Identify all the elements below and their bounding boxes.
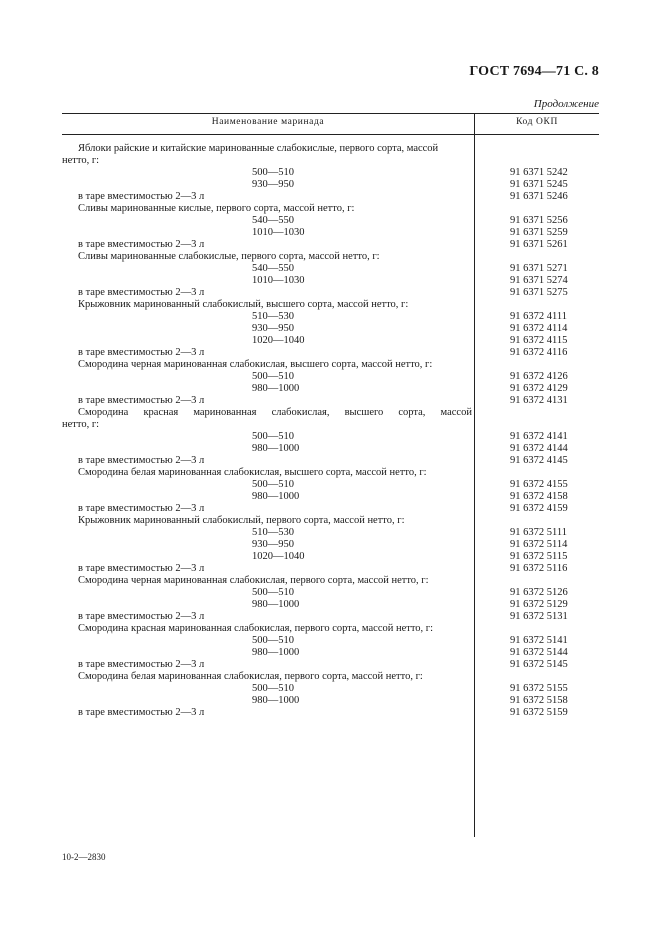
row-code: 91 6372 4131 xyxy=(510,395,568,406)
row-code: 91 6371 5242 xyxy=(510,167,568,178)
row-code: 91 6372 5111 xyxy=(510,527,567,538)
row-name: Смородина черная маринованная слабокислая, первого сорта, массой нетто, г: xyxy=(78,575,429,586)
row-name: 980—1000 xyxy=(252,647,300,658)
table-row xyxy=(62,695,599,707)
row-code: 91 6372 4116 xyxy=(510,347,568,358)
row-name: в таре вместимостью 2—3 л xyxy=(78,191,205,202)
row-code: 91 6372 4126 xyxy=(510,371,568,382)
table-row xyxy=(62,515,599,527)
row-name: в таре вместимостью 2—3 л xyxy=(78,287,205,298)
row-code: 91 6372 5116 xyxy=(510,563,568,574)
table-row xyxy=(62,227,599,239)
row-code: 91 6372 4145 xyxy=(510,455,568,466)
table-row xyxy=(62,707,599,719)
row-code: 91 6372 5129 xyxy=(510,599,568,610)
table-row xyxy=(62,323,599,335)
table-row xyxy=(62,455,599,467)
row-name: в таре вместимостью 2—3 л xyxy=(78,239,205,250)
row-name: в таре вместимостью 2—3 л xyxy=(78,563,205,574)
row-name-word: маринованная xyxy=(193,407,257,418)
table-row xyxy=(62,251,599,263)
table-header-rule xyxy=(62,134,599,135)
row-code: 91 6371 5274 xyxy=(510,275,568,286)
table-row xyxy=(62,215,599,227)
row-name: 980—1000 xyxy=(252,383,300,394)
table-row xyxy=(62,671,599,683)
table-row xyxy=(62,191,599,203)
row-name: 1020—1040 xyxy=(252,335,305,346)
row-name: 500—510 xyxy=(252,371,294,382)
row-name: Смородина белая маринованная слабокислая, высшего сорта, массой нетто, г: xyxy=(78,467,427,478)
row-name: 500—510 xyxy=(252,587,294,598)
table-row xyxy=(62,575,599,587)
table-row xyxy=(62,683,599,695)
table-top-rule xyxy=(62,113,599,114)
table-row xyxy=(62,443,599,455)
row-code: 91 6372 4158 xyxy=(510,491,568,502)
row-code: 91 6371 5275 xyxy=(510,287,568,298)
table-row xyxy=(62,419,599,431)
table-row xyxy=(62,263,599,275)
row-name: Сливы маринованные кислые, первого сорта, массой нетто, г: xyxy=(78,203,355,214)
row-name-word: высшего xyxy=(344,407,384,418)
row-name: в таре вместимостью 2—3 л xyxy=(78,611,205,622)
table-row xyxy=(62,179,599,191)
row-name: в таре вместимостью 2—3 л xyxy=(78,395,205,406)
table-row xyxy=(62,203,599,215)
table-row xyxy=(62,335,599,347)
row-name: в таре вместимостью 2—3 л xyxy=(78,707,205,718)
row-name: 980—1000 xyxy=(252,491,300,502)
row-name: 980—1000 xyxy=(252,599,300,610)
row-name: Смородина красная маринованная слабокислая, первого сорта, массой нетто, г: xyxy=(78,623,434,634)
row-name-word: сорта, xyxy=(398,407,426,418)
table-row xyxy=(62,611,599,623)
row-name: 930—950 xyxy=(252,179,294,190)
table-row xyxy=(62,359,599,371)
row-name: Смородина черная маринованная слабокислая, высшего сорта, массой нетто, г: xyxy=(78,359,433,370)
row-code: 91 6372 5155 xyxy=(510,683,568,694)
table-row xyxy=(62,371,599,383)
table-row xyxy=(62,143,599,155)
row-name: нетто, г: xyxy=(62,155,100,166)
row-code: 91 6372 4155 xyxy=(510,479,568,490)
table-row xyxy=(62,623,599,635)
row-name: Яблоки райские и китайские маринованные слабокислые, первого сорта, массой xyxy=(78,143,439,154)
row-code: 91 6372 5141 xyxy=(510,635,568,646)
row-code: 91 6372 5114 xyxy=(510,539,568,550)
row-code: 91 6371 5261 xyxy=(510,239,568,250)
page-header: ГОСТ 7694—71 С. 8 xyxy=(469,64,599,79)
row-code: 91 6372 4114 xyxy=(510,323,568,334)
row-code: 91 6372 4159 xyxy=(510,503,568,514)
table-row xyxy=(62,635,599,647)
row-code: 91 6371 5259 xyxy=(510,227,568,238)
row-code: 91 6372 5144 xyxy=(510,647,568,658)
table-row xyxy=(62,491,599,503)
row-name: 980—1000 xyxy=(252,443,300,454)
row-name-word: слабокислая, xyxy=(271,407,330,418)
row-name: 1010—1030 xyxy=(252,275,305,286)
row-code: 91 6371 5246 xyxy=(510,191,568,202)
row-name: 500—510 xyxy=(252,431,294,442)
row-code: 91 6372 4141 xyxy=(510,431,568,442)
table-row xyxy=(62,407,599,419)
row-name: 500—510 xyxy=(252,635,294,646)
row-name: в таре вместимостью 2—3 л xyxy=(78,659,205,670)
row-name-word: Смородина xyxy=(78,407,129,418)
row-code: 91 6372 5126 xyxy=(510,587,568,598)
table-body xyxy=(62,143,599,719)
row-name xyxy=(78,407,472,419)
row-name: 930—950 xyxy=(252,539,294,550)
row-name: 500—510 xyxy=(252,479,294,490)
table-row xyxy=(62,299,599,311)
table-row xyxy=(62,395,599,407)
row-name: 1020—1040 xyxy=(252,551,305,562)
table-row xyxy=(62,287,599,299)
table-row xyxy=(62,659,599,671)
table-row xyxy=(62,539,599,551)
table-row xyxy=(62,587,599,599)
table-row xyxy=(62,239,599,251)
column-header-code: Код ОКП xyxy=(516,117,558,127)
table-row xyxy=(62,383,599,395)
row-code: 91 6372 5115 xyxy=(510,551,568,562)
table-row xyxy=(62,167,599,179)
row-code: 91 6371 5245 xyxy=(510,179,568,190)
table-row xyxy=(62,311,599,323)
row-name: в таре вместимостью 2—3 л xyxy=(78,503,205,514)
row-code: 91 6372 4129 xyxy=(510,383,568,394)
row-code: 91 6371 5271 xyxy=(510,263,568,274)
print-code: 10-2—2830 xyxy=(62,852,106,862)
row-name: 1010—1030 xyxy=(252,227,305,238)
continued-label: Продолжение xyxy=(533,98,599,110)
row-code: 91 6372 5131 xyxy=(510,611,568,622)
table-row xyxy=(62,503,599,515)
table-row xyxy=(62,155,599,167)
table-row xyxy=(62,551,599,563)
column-header-name: Наименование маринада xyxy=(211,117,325,127)
table-row xyxy=(62,467,599,479)
row-name: 500—510 xyxy=(252,167,294,178)
row-name-word: массой xyxy=(440,407,472,418)
row-name: 510—530 xyxy=(252,527,294,538)
table-row xyxy=(62,599,599,611)
row-name: 540—550 xyxy=(252,263,294,274)
row-code: 91 6372 5145 xyxy=(510,659,568,670)
table-row xyxy=(62,479,599,491)
row-code: 91 6372 4115 xyxy=(510,335,568,346)
row-code: 91 6372 4144 xyxy=(510,443,568,454)
row-name: нетто, г: xyxy=(62,419,100,430)
row-name: в таре вместимостью 2—3 л xyxy=(78,455,205,466)
row-code: 91 6372 5159 xyxy=(510,707,568,718)
row-name: 510—530 xyxy=(252,311,294,322)
table-row xyxy=(62,647,599,659)
row-name: в таре вместимостью 2—3 л xyxy=(78,347,205,358)
row-name: Сливы маринованные слабокислые, первого сорта, массой нетто, г: xyxy=(78,251,380,262)
row-name-word: красная xyxy=(143,407,179,418)
row-code: 91 6371 5256 xyxy=(510,215,568,226)
table-row xyxy=(62,431,599,443)
table-row xyxy=(62,563,599,575)
row-code: 91 6372 4111 xyxy=(510,311,567,322)
row-name: 930—950 xyxy=(252,323,294,334)
table-row xyxy=(62,347,599,359)
row-name: 500—510 xyxy=(252,683,294,694)
row-name: 540—550 xyxy=(252,215,294,226)
table-row xyxy=(62,527,599,539)
table-row xyxy=(62,275,599,287)
row-name: Крыжовник маринованный слабокислый, первого сорта, массой нетто, г: xyxy=(78,515,405,526)
row-name: Крыжовник маринованный слабокислый, высшего сорта, массой нетто, г: xyxy=(78,299,409,310)
row-code: 91 6372 5158 xyxy=(510,695,568,706)
row-name: 980—1000 xyxy=(252,695,300,706)
row-name: Смородина белая маринованная слабокислая, первого сорта, массой нетто, г: xyxy=(78,671,423,682)
